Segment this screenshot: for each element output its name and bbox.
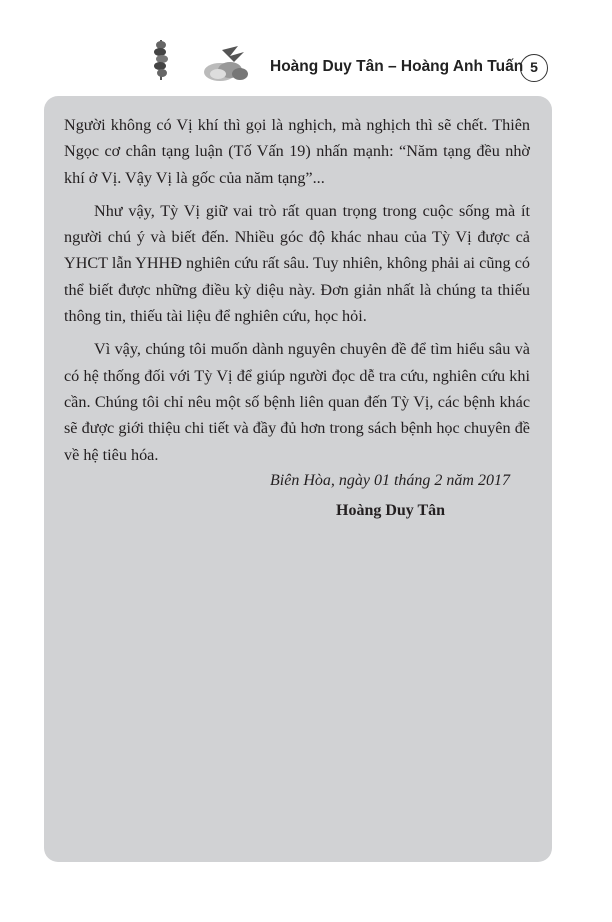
running-header-authors: Hoàng Duy Tân – Hoàng Anh Tuấn [270,58,524,75]
paragraph-2: Như vậy, Tỳ Vị giữ vai trò rất quan trọng trong cuộc sống mà ít người chú ý và biết đến. Nhiều góc độ khác nhau của Tỳ Vị được cả YHCT lẫn YHHĐ nghiên cứu rất sâu. Tuy nhiên, không phải ai cũng có thể biết được những điều kỳ diệu này. Đơn giản nhất là chúng ta thiếu thông tin, thiếu tài liệu để nghiên cứu, học hỏi. [64,201,530,326]
signature-name: Hoàng Duy Tân [336,502,446,519]
signature-date: Biên Hòa, ngày 01 tháng 2 năm 2017 [270,472,510,489]
page-number-badge: 5 [520,54,548,82]
page-header [0,0,612,95]
paragraph-3: Vì vậy, chúng tôi muốn dành nguyên chuyên đề để tìm hiểu sâu và có hệ thống đối với Tỳ Vị để giúp người đọc dễ tra cứu, nghiên cứu khi cần. Chúng tôi chỉ nêu một số bệnh liên quan đến Tỳ Vị, các bệnh khác sẽ được giới thiệu chi tiết và đầy đủ hơn trong sách bệnh học chuyên đề về hệ tiêu hóa. [64,340,530,464]
paragraph-1: Người không có Vị khí thì gọi là nghịch, mà nghịch thì sẽ chết. Thiên Ngọc cơ chân tạng luận (Tố Vấn 19) nhấn mạnh: “Năm tạng đều nhờ khí ở Vị. Vậy Vị là gốc của năm tạng”... [64,116,530,187]
herb-root-icon [200,44,252,84]
herb-stalk-icon [152,40,170,80]
body-text [64,112,530,475]
